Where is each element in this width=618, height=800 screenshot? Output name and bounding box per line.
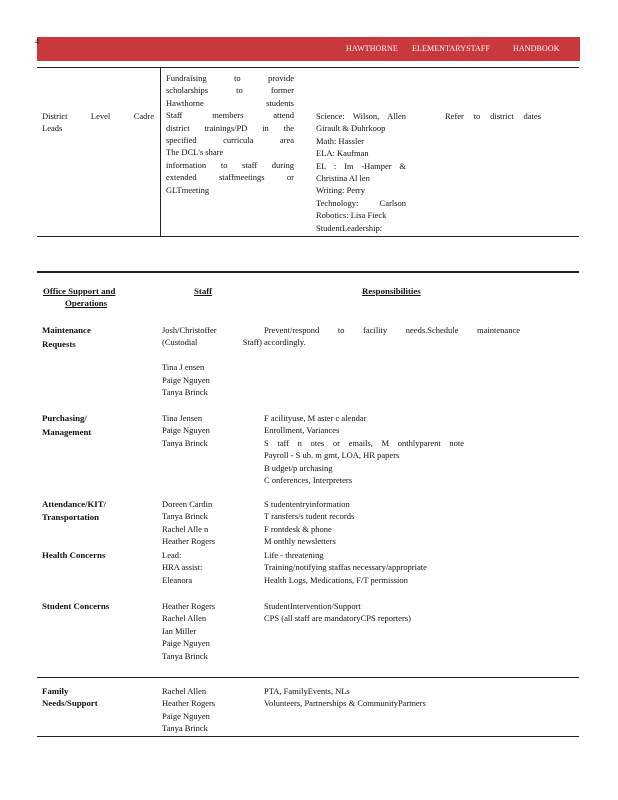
office-table-top-rule bbox=[37, 271, 579, 273]
area-purchasing: Purchasing/ Management bbox=[42, 413, 92, 438]
area-maintenance: Maintenance Requests bbox=[42, 325, 91, 350]
dcl-responsibilities: Fundraising to provide scholarships to former Hawthorne students Staff members attend district trainings/PD in the specified curricula area The DCL's share information to staff during extended staffmeetings or GLTmeeting bbox=[166, 73, 294, 195]
staff-purchasing: Tina Jensen Paige Nguyen Tanya Brinck bbox=[162, 413, 210, 448]
staff-health: Lead: HRA assist: Eleanora bbox=[162, 550, 203, 585]
dcl-note: Refer to district dates bbox=[445, 111, 541, 121]
area-student: Student Concerns bbox=[42, 601, 110, 611]
resp-maintenance: Prevent/respond to facility needs.Schedule maintenance accordingly. bbox=[264, 325, 520, 348]
header-bar bbox=[37, 37, 580, 61]
resp-student: StudentIntervention/Support CPS (all staff are mandatoryCPS reporters) bbox=[264, 601, 411, 624]
area-attendance: Attendance/KIT/ Transportation bbox=[42, 499, 107, 523]
staff-attendance: Doreen Cardin Tanya Brinck Rachel Alle n Heather Rogers bbox=[162, 499, 216, 547]
resp-attendance: S tudententryinformation T ransfers/s tudent records F rontdesk & phone M onthly newsletters bbox=[264, 499, 355, 547]
resp-family: PTA, FamilyEvents, NLs Volunteers, Partnerships & CommunityPartners bbox=[264, 686, 426, 709]
area-health: Health Concerns bbox=[42, 550, 106, 560]
area-family: Family Needs/Support bbox=[42, 686, 98, 709]
header-responsibilities: Responsibilities bbox=[362, 286, 421, 296]
header-area: Office Support and Operations bbox=[43, 286, 116, 309]
family-top-rule bbox=[37, 677, 579, 678]
column-divider bbox=[160, 67, 161, 237]
header-doc: HANDBOOK bbox=[513, 44, 560, 53]
table-top-rule bbox=[37, 67, 579, 68]
header-title: ELEMENTARYSTAFF bbox=[412, 44, 491, 53]
staff-maintenance: Josh/Christoffer (Custodial Staff) Tina J ensen Paige Nguyen Tanya Brinck bbox=[162, 325, 262, 398]
header-school: HAWTHORNE bbox=[346, 44, 398, 53]
page-marker: 4 bbox=[35, 37, 39, 46]
resp-health: Life - threatening Training/notifying staffas necessary/appropriate Health Logs, Medications, F/T permission bbox=[264, 550, 427, 585]
staff-student: Heather Rogers Rachel Allen Ian Miller Paige Nguyen Tanya Brinck bbox=[162, 601, 216, 661]
staff-family: Rachel Allen Heather Rogers Paige Nguyen Tanya Brinck bbox=[162, 686, 216, 734]
dcl-role: District Level Cadre Leads bbox=[42, 111, 154, 134]
table-bottom-rule bbox=[37, 236, 579, 237]
resp-purchasing: F acilityuse, M aster c alendar Enrollment, Variances S taff n otes or emails, M onthlyparent note Payroll - S ub. m gmt, LOA, HR papers B udget/p urchasing C onferences, Interpreters bbox=[264, 413, 464, 486]
family-bottom-rule bbox=[37, 736, 579, 737]
header-staff: Staff bbox=[194, 286, 213, 296]
dcl-leads: Science: Wilson, Allen Girault & Duhrkoop Math: Hassler ELA: Kaufman EL : Im -Hamper & Christina Al len Writing: Perry Technology: Carlson Robotics: Lisa Fieck StudentLeadership: bbox=[316, 111, 406, 233]
